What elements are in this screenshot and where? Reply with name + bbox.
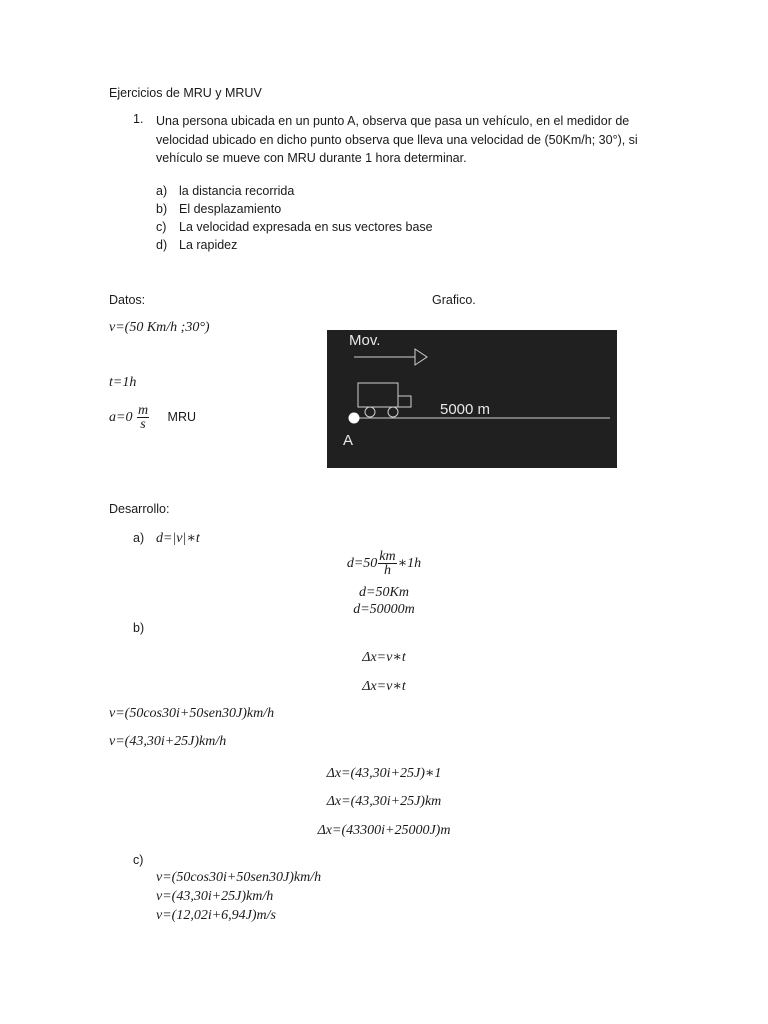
mov-label: Mov.	[349, 332, 381, 349]
desarrollo-heading: Desarrollo:	[109, 502, 170, 516]
problem-number: 1.	[133, 112, 144, 126]
accel-fraction	[137, 404, 149, 431]
part-c-velocity1: v=(50cos30i+50sen30J)km/h	[156, 870, 322, 885]
accel-numerator: m	[137, 403, 149, 418]
document-title: Ejercicios de MRU y MRUV	[109, 86, 262, 100]
part-c-velocity2: v=(43,30i+25J)km/h	[156, 889, 274, 904]
step1-fraction	[378, 550, 396, 577]
part-b-letter: b)	[133, 621, 145, 635]
part-b-dx2: Δx=(43,30i+25J)km	[326, 794, 442, 809]
part-b-eq1: Δx=v∗t	[362, 650, 406, 665]
item-text-d: La rapidez	[179, 238, 238, 252]
item-letter-a: a)	[156, 184, 168, 198]
part-b-velocity1: v=(50cos30i+50sen30J)km/h	[109, 706, 275, 721]
distance-label: 5000 m	[440, 401, 491, 418]
datos-heading: Datos:	[109, 293, 146, 307]
part-c-letter: c)	[133, 853, 144, 867]
motion-arrow-head	[415, 349, 427, 365]
vehicle-body	[358, 383, 398, 407]
step1-rhs: ∗1h	[397, 555, 422, 571]
grafico-heading: Grafico.	[432, 293, 476, 307]
motion-diagram-svg	[327, 330, 617, 468]
item-letter-d: d)	[156, 238, 168, 252]
part-b-velocity2: v=(43,30i+25J)km/h	[109, 734, 227, 749]
part-a-step2: d=50Km	[359, 585, 409, 600]
part-a-step1	[0, 550, 768, 577]
vehicle-cab	[398, 396, 411, 407]
problem-text: Una persona ubicada en un punto A, observa que pasa un vehículo, en el medidor de velocidad ubicado en dicho punto observa que lleva una velocidad de (50Km/h; 30°), si vehículo se mueve con MRU durante 1 hora determinar.	[156, 114, 638, 165]
motion-diagram	[327, 330, 617, 468]
step1-denominator: h	[383, 563, 391, 578]
point-a-label: A	[343, 432, 354, 449]
item-text-a: la distancia recorrida	[179, 184, 295, 198]
part-a-formula: d=|v|∗t	[156, 531, 200, 546]
accel-denominator: s	[140, 417, 146, 432]
part-c-velocity3: v=(12,02i+6,94J)m/s	[156, 908, 276, 923]
item-text-c: La velocidad expresada en sus vectores base	[179, 220, 433, 234]
datos-acceleration	[109, 404, 196, 431]
datos-time: t=1h	[109, 375, 137, 390]
part-a-letter: a)	[133, 531, 145, 545]
part-b-eq2: Δx=v∗t	[362, 679, 406, 694]
datos-velocity: v=(50 Km/h ;30°)	[109, 320, 210, 335]
vehicle-wheel-front	[388, 407, 398, 417]
item-letter-c: c)	[156, 220, 167, 234]
part-b-dx3: Δx=(43300i+25000J)m	[317, 823, 451, 838]
item-text-b: El desplazamiento	[179, 202, 282, 216]
step1-numerator: km	[379, 549, 396, 564]
part-b-dx1: Δx=(43,30i+25J)∗1	[326, 766, 442, 781]
item-letter-b: b)	[156, 202, 168, 216]
point-a-marker	[349, 413, 360, 424]
step1-lhs: d=50	[346, 555, 378, 571]
vehicle-wheel-rear	[365, 407, 375, 417]
mru-label: MRU	[167, 409, 197, 424]
part-a-step3: d=50000m	[353, 602, 415, 617]
accel-lhs: a=0	[109, 409, 133, 425]
